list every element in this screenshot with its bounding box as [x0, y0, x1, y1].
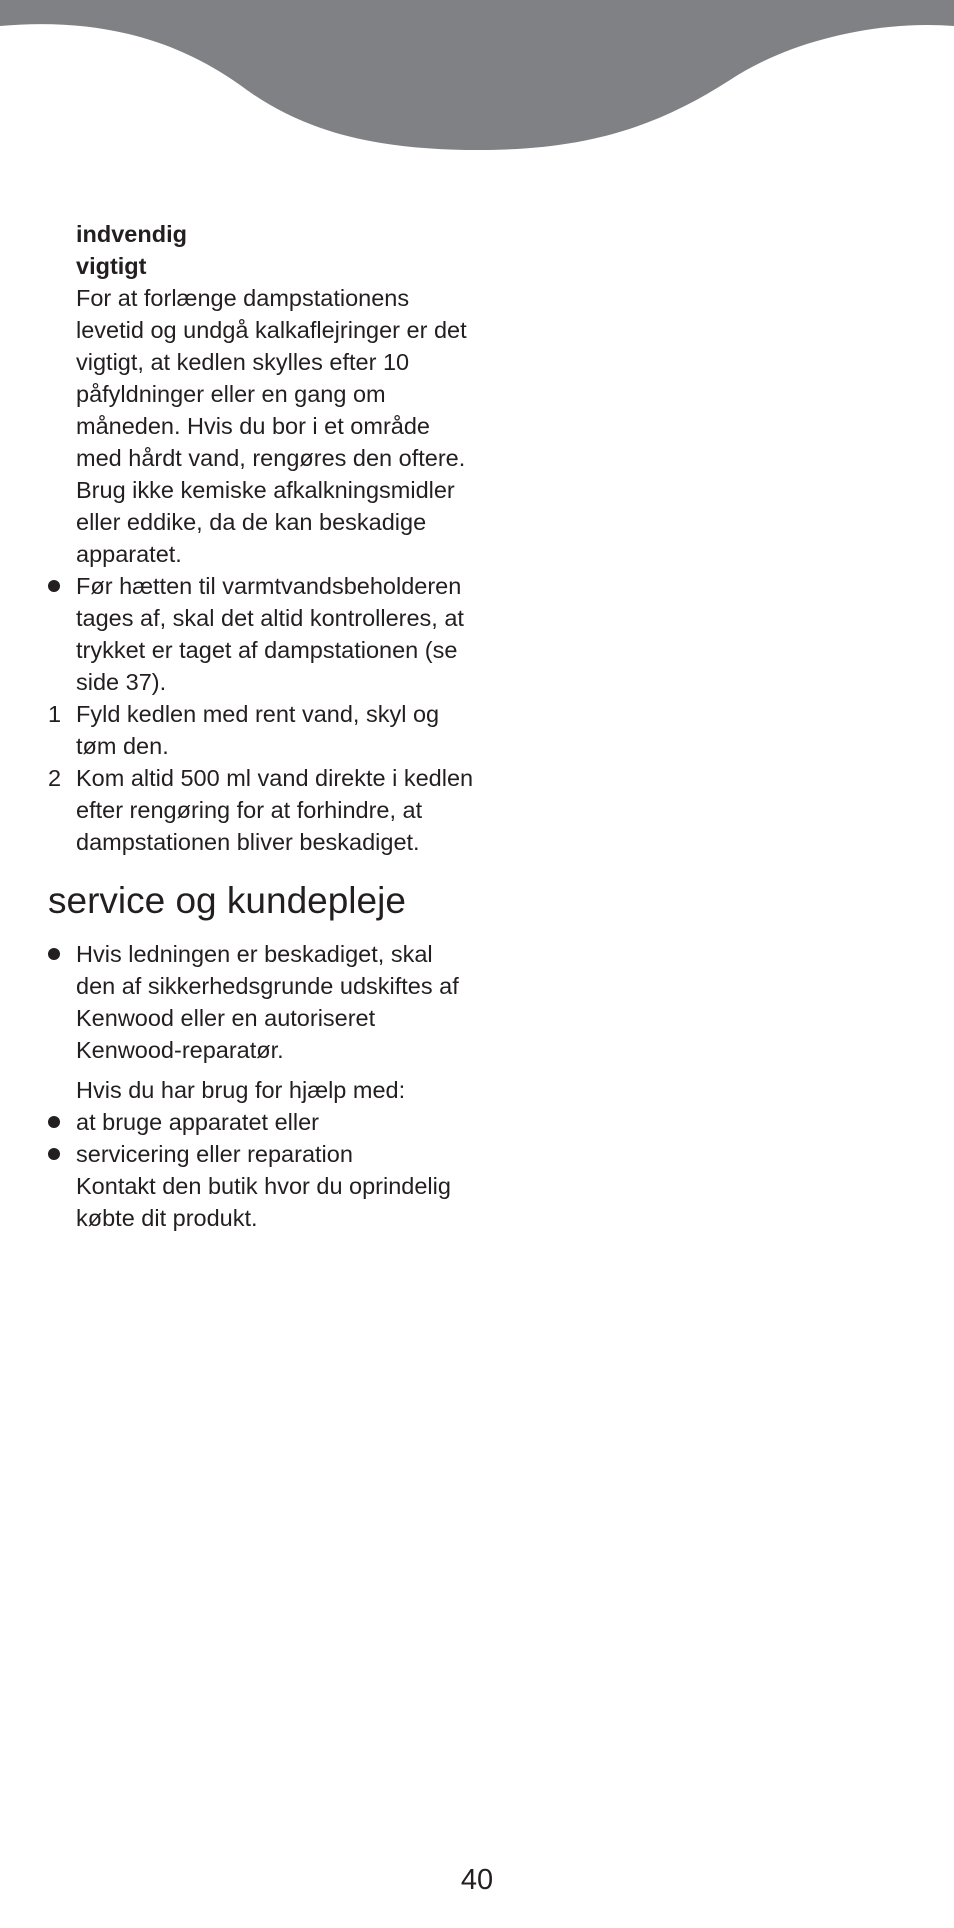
section-title-service: service og kundepleje — [48, 880, 406, 921]
cord-warning-text: Hvis ledningen er beskadiget, skal den af sikkerhedsgrunde udskiftes af Kenwood eller en autoriseret Kenwood-reparatør. — [76, 941, 459, 1063]
important-paragraph: For at forlænge dampstationens levetid og undgå kalkaflejringer er det vigtigt, at kedlen skylles efter 10 påfyldninger eller en gang om måneden. Hvis du bor i et område med hårdt vand, rengøres den oftere. Brug ikke kemiske afkalkningsmidler eller eddike, da de kan beskadige apparatet. — [76, 285, 467, 567]
bullet-icon — [48, 580, 60, 592]
help-item — [48, 1106, 478, 1138]
subhead-inside: indvendig — [76, 221, 187, 247]
cap-warning-text: Før hætten til varmtvandsbeholderen tages af, skal det altid kontrolleres, at trykket er taget af dampstationen (se side 37). — [76, 573, 464, 695]
step-text: Fyld kedlen med rent vand, skyl og tøm den. — [76, 701, 440, 759]
help-item-text: at bruge apparatet eller — [76, 1109, 319, 1135]
step-1-item — [48, 698, 478, 762]
contact-text: Kontakt den butik hvor du oprindelig købte dit produkt. — [76, 1173, 451, 1231]
bullet-icon — [48, 948, 60, 960]
step-number: 2 — [48, 765, 62, 791]
bullet-icon — [48, 1116, 60, 1128]
subhead-important: vigtigt — [76, 253, 147, 279]
help-item-text: servicering eller reparation — [76, 1141, 353, 1167]
main-content — [48, 218, 478, 1234]
step-text: Kom altid 500 ml vand direkte i kedlen efter rengøring for at forhindre, at dampstationen bliver beskadiget. — [76, 765, 474, 855]
step-number: 1 — [48, 701, 62, 727]
bullet-icon — [48, 1148, 60, 1160]
header-wave-decoration — [0, 0, 954, 160]
step-2-item — [48, 762, 478, 858]
cord-warning-item — [48, 938, 478, 1066]
page-number: 40 — [460, 1864, 494, 1896]
cap-warning-item — [48, 570, 478, 698]
help-item — [48, 1138, 478, 1170]
help-intro: Hvis du har brug for hjælp med: — [76, 1077, 406, 1103]
